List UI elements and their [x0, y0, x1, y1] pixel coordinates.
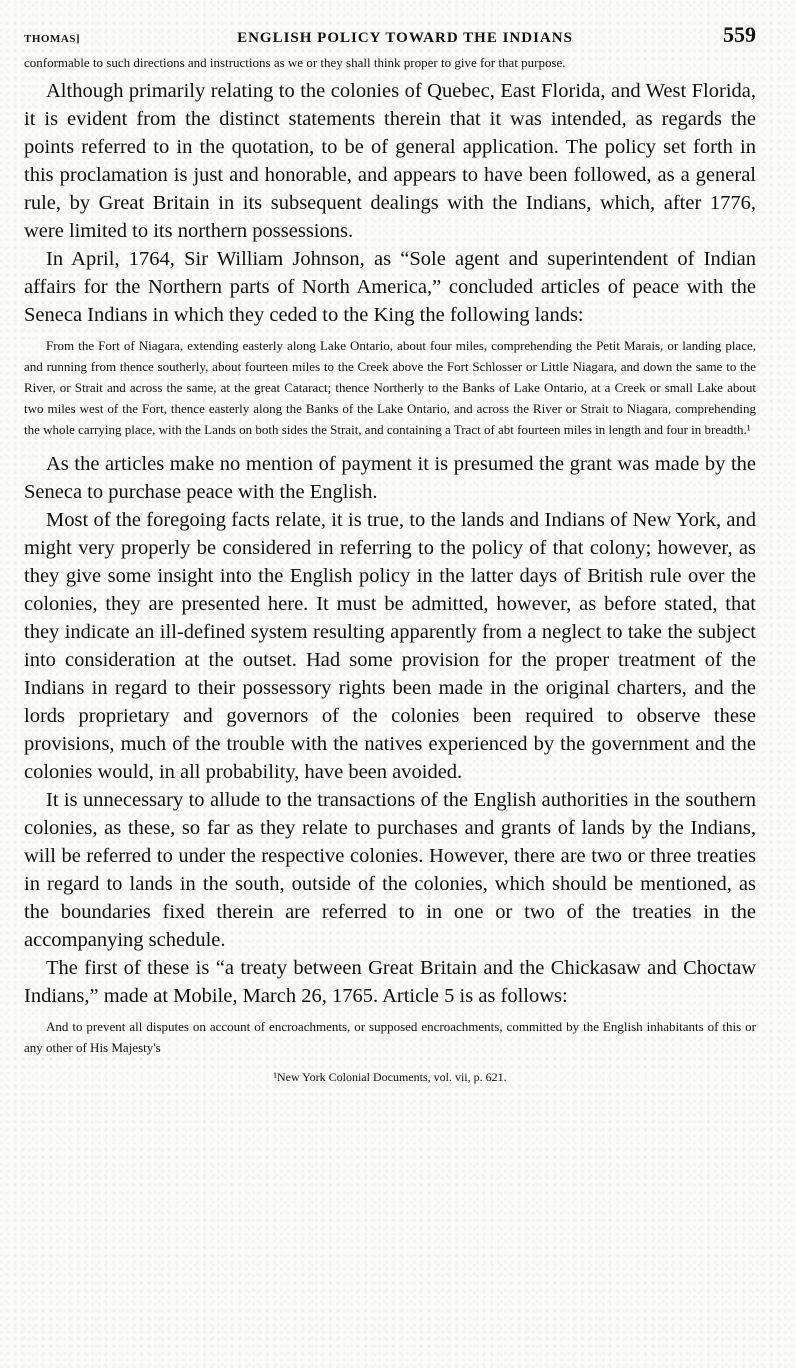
page-title: ENGLISH POLICY TOWARD THE INDIANS: [237, 30, 573, 46]
block-quote: [24, 335, 756, 440]
continued-quote: conformable to such directions and instructions as we or they shall think proper to give for that purpose.: [24, 55, 566, 70]
paragraph: Although primarily relating to the colonies of Quebec, East Florida, and West Florida, it is evident from the distinct statements therein that it was intended, as regards the points referred to in the quotation, to be of general application. The policy set forth in this proclamation is just and honorable, and appears to have been followed, as a general rule, by Great Britain in its subsequent dealings with the Indians, which, after 1776, were limited to its northern possessions.: [24, 80, 756, 242]
block-quote: [24, 1016, 756, 1058]
page-number: 559: [723, 22, 756, 47]
paragraph: Most of the foregoing facts relate, it is true, to the lands and Indians of New York, and might very properly be considered in referring to the policy of that colony; however, as they give some insight into the English policy in the latter days of British rule over the colonies, they are presented here. It must be admitted, however, as before stated, that they indicate an ill-defined system resulting apparently from a neglect to take the subject into consideration at the outset. Had some provision for the proper treatment of the Indians in regard to their possessory rights been made in the original charters, and the lords proprietary and governors of the colonies been required to observe these provisions, much of the trouble with the natives experienced by the government and the colonies would, in all probability, have been avoided.: [24, 509, 756, 783]
paragraph: The first of these is “a treaty between Great Britain and the Chickasaw and Choctaw Indians,” made at Mobile, March 26, 1765. Article 5 is as follows:: [24, 957, 756, 1007]
author-tag: THOMAS]: [24, 33, 81, 45]
footnote: ¹New York Colonial Documents, vol. vii, p. 621.: [273, 1070, 507, 1084]
running-head: [24, 22, 756, 52]
paragraph: As the articles make no mention of payment it is presumed the grant was made by the Seneca to purchase peace with the English.: [24, 453, 756, 503]
quote-text: And to prevent all disputes on account of encroachments, or supposed encroachments, committed by the English inhabitants of this or any other of His Majesty's: [24, 1019, 756, 1055]
paragraph: In April, 1764, Sir William Johnson, as “Sole agent and superintendent of Indian affairs for the Northern parts of North America,” concluded articles of peace with the Seneca Indians in which they ceded to the King the following lands:: [24, 248, 756, 326]
quote-text: From the Fort of Niagara, extending easterly along Lake Ontario, about four miles, comprehending the Petit Marais, or landing place, and running from thence southerly, about fourteen miles to the Creek above the Fort Schlosser or Little Niagara, and down the same to the River, or Strait and across the same, at the great Cataract; thence Northerly to the Banks of Lake Ontario, at a Creek or small Lake about two miles west of the Fort, thence easterly along the Banks of the Lake Ontario, and across the River or Strait to Niagara, comprehending the whole carrying place, with the Lands on both sides the Strait, and containing a Tract of abt fourteen miles in length and four in breadth.¹: [24, 338, 756, 437]
paragraph: It is unnecessary to allude to the transactions of the English authorities in the southern colonies, as these, so far as they relate to purchases and grants of lands by the Indians, will be referred to under the respective colonies. However, there are two or three treaties in regard to lands in the south, outside of the colonies, which should be mentioned, as the boundaries fixed therein are referred to in one or two of the treaties in the accompanying schedule.: [24, 789, 756, 951]
